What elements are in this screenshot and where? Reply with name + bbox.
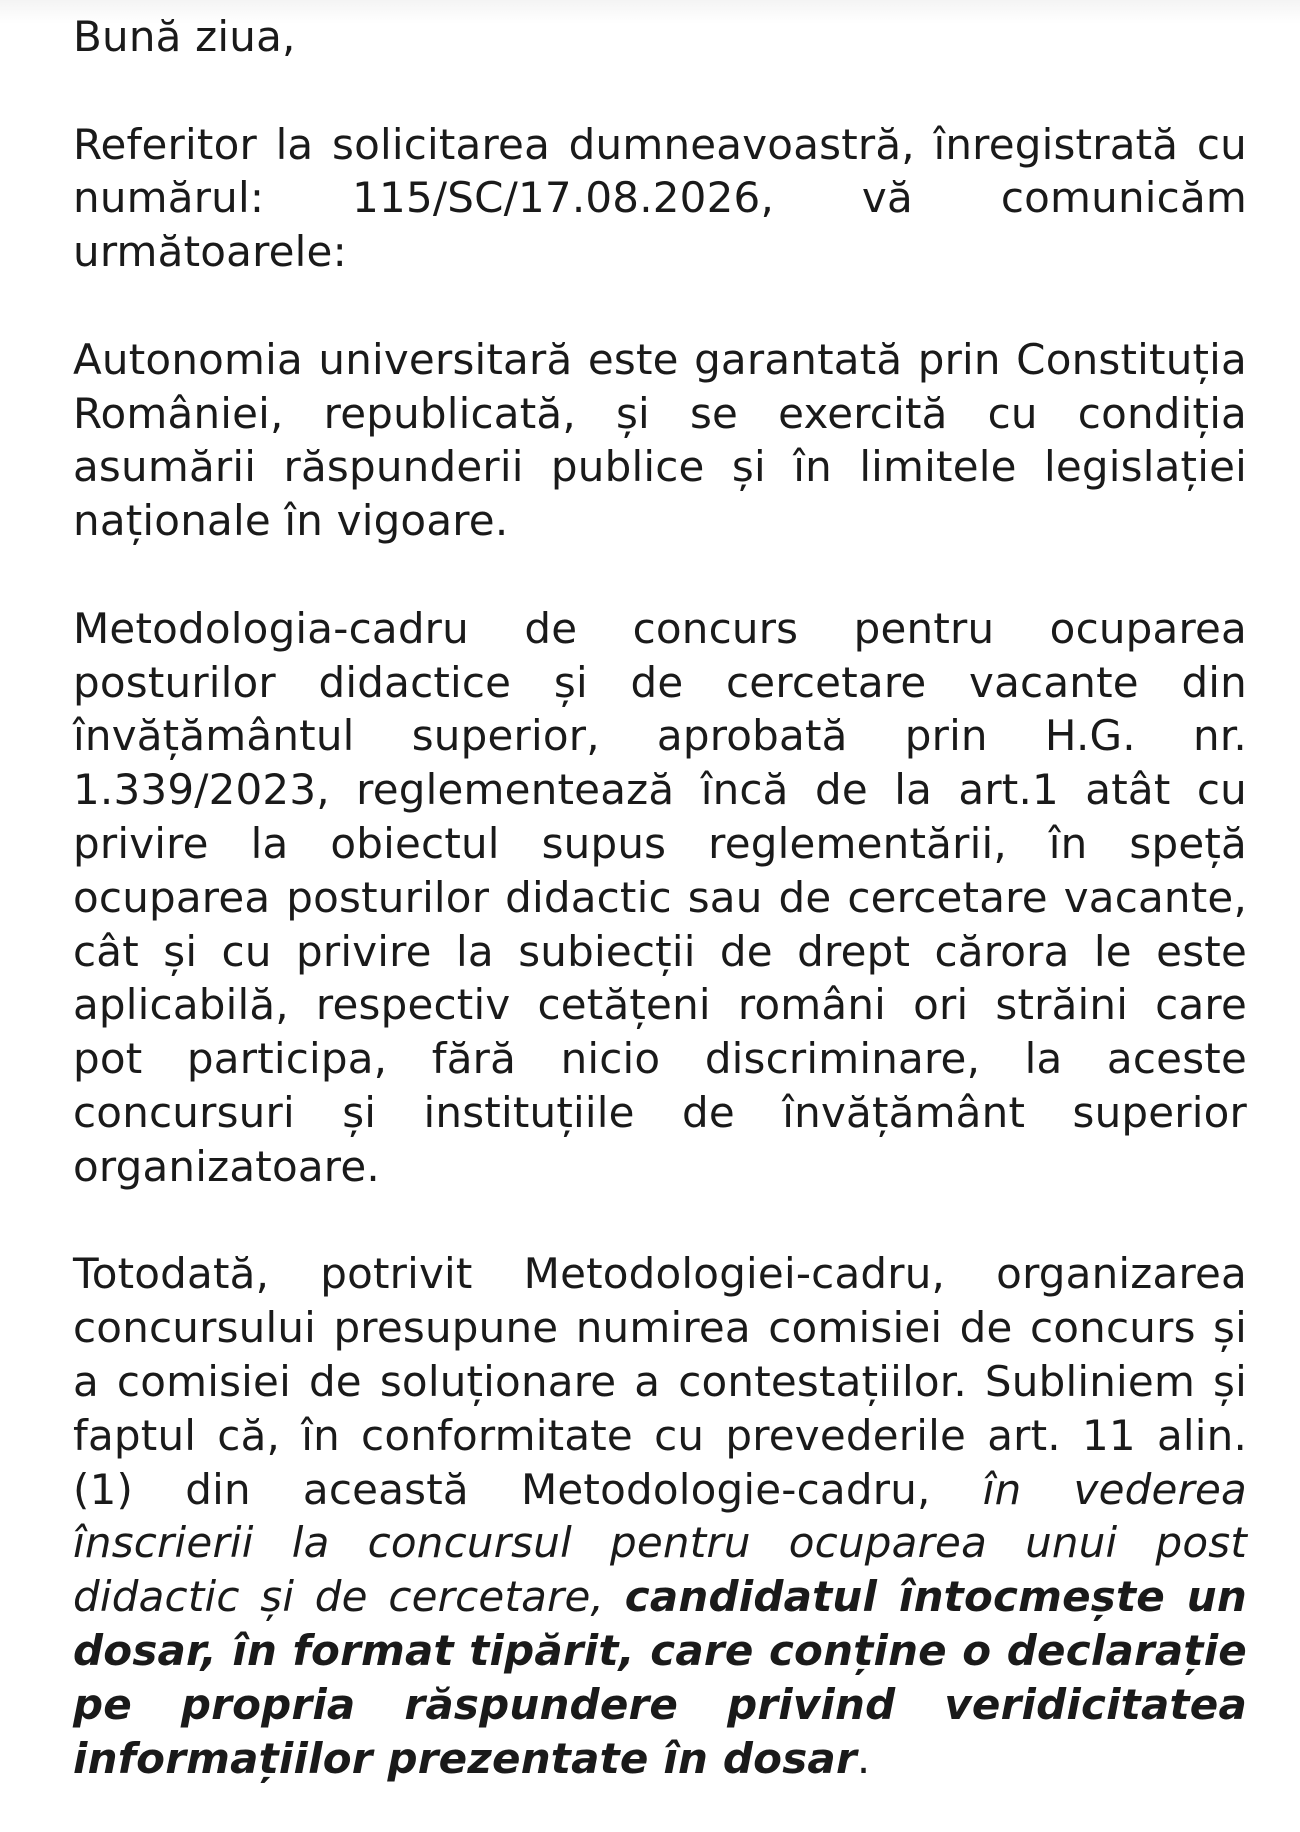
paragraph-end-punctuation: . <box>856 1733 871 1783</box>
paragraph-italic-text: în vederea înscrierii la concursul pentru ocuparea unui post didactic și de cercetare, <box>73 1464 1247 1622</box>
paragraph-plain-text: Totodată, potrivit Metodologiei-cadru, organizarea concursului presupune numirea comisiei de concurs și a comisiei de soluționare a contestațiilor. Subliniem și faptul că, în conformitate cu prevederile art. 11 alin. (1) din această Metodologie-cadru, <box>73 1249 1247 1514</box>
paragraph-request-reference: Referitor la solicitarea dumneavoastră, înregistrată cu numărul: 115/SC/17.08.2026, vă comunicăm următoarele: <box>73 119 1247 277</box>
paragraph-university-autonomy: Autonomia universitară este garantată prin Constituția României, republicată, și se exercită cu condiția asumării răspunderii publice și în limitele legislației naționale în vigoare. <box>73 334 1247 546</box>
paragraph-framework-methodology: Metodologia-cadru de concurs pentru ocuparea posturilor didactice și de cercetare vacante din învățământul superior, aprobată prin H.G. nr. 1.339/2023, reglementează încă de la art.1 atât cu privire la obiectul supus reglementării, în speță ocuparea posturilor didactic sau de cercetare vacante, cât și cu privire la subiecții de drept cărora le este aplicabilă, respectiv cetățeni români ori străini care pot participa, fără nicio discriminare, la aceste concursuri și instituțiile de învățământ superior organizatoare. <box>73 603 1247 1191</box>
paragraph-bold-italic-text: candidatul întocmește un dosar, în format tipărit, care conține o declarație pe propria răspundere privind veridicitatea informațiilor prezentate în dosar <box>73 1572 1247 1783</box>
greeting: Bună ziua, <box>73 12 296 61</box>
paragraph-competition-organization <box>73 1247 1247 1785</box>
letter-body <box>73 10 1247 1785</box>
